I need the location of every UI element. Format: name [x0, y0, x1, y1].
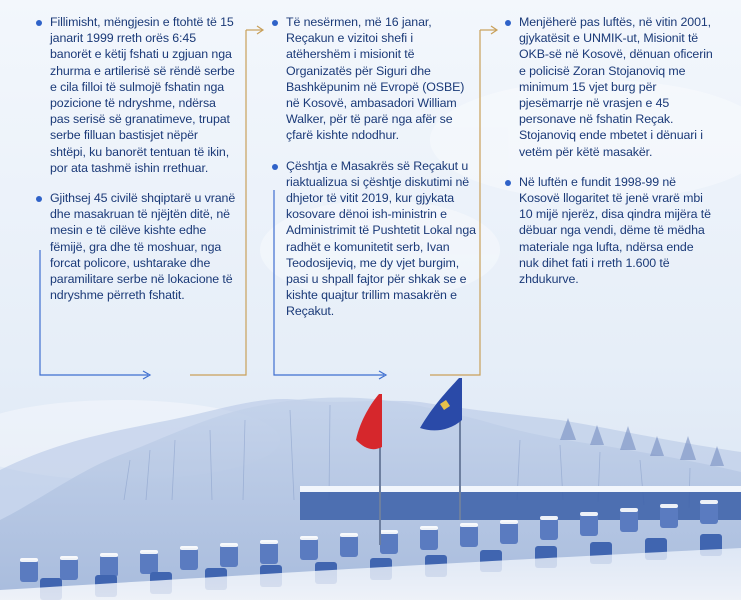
timeline-column-2	[272, 14, 477, 334]
timeline-paragraph: Në luftën e fundit 1998-99 në Kosovë llogaritet të jenë vrarë mbi 10 mijë njerëz, disa qindra mijëra të dëbuar nga vendi, dëme të mëdha materiale nga lufta, ndërsa ende nuk dihet fati i rreth 1.600 të zhdukurve.	[505, 174, 715, 287]
timeline-paragraph: Menjëherë pas luftës, në vitin 2001, gjykatësit e UNMIK-ut, Misionit të OKB-së në Kosovë, dënuan oficerin e policisë Zoran Stojanoviq me minimum 15 vjet burg për pjesëmarrje në vrasjen e 45 personave në fshatin Reçak. Stojanoviq ende mbetet i dënuari i vetëm për këtë masakër.	[505, 14, 715, 160]
timeline-paragraph: Të nesërmen, më 16 janar, Reçakun e vizitoi shefi i atëhershëm i misionit të Organizatës për Siguri dhe Bashkëpunim në Evropë (OSBE) në Kosovë, ambasadori William Walker, për të parë nga afër se çfarë kishte ndodhur.	[272, 14, 477, 144]
timeline-paragraph: Fillimisht, mëngjesin e ftohtë të 15 janarit 1999 rreth orës 6:45 banorët e këtij fshati u zgjuan nga zhurma e artilerisë së rëndë serbe e cila filloi të sulmojë fshatin nga pozicione të ndryshme, ndërsa pas serisë së granatimeve, trupat serbe filluan bastisjet nëpër shtëpi, ku banorët tentuan të ikin, por ata tashmë ishin rrethuar.	[36, 14, 236, 176]
timeline-paragraph: Çështja e Masakrës së Reçakut u riaktualizua si çështje diskutimi në dhjetor të vitit 2019, kur gjykata kosovare dënoi ish-ministrin e Administrimit të Pushtetit Lokal nga radhët e komunitetit serb, Ivan Teodosijeviq, me dy vjet burgim, pasi u shpall fajtor për shkak se e kishte quajtur trillim masakrën e Reçakut.	[272, 158, 477, 320]
timeline-paragraph: Gjithsej 45 civilë shqiptarë u vranë dhe masakruan të njëjtën ditë, në mesin e të cilëve kishte edhe fëmijë, gra dhe të moshuar, nga forcat policore, ushtarake dhe paramilitare serbe në lokacione të ndryshme përreth fshatit.	[36, 190, 236, 303]
timeline-column-1	[36, 14, 236, 317]
timeline-column-3	[505, 14, 715, 301]
